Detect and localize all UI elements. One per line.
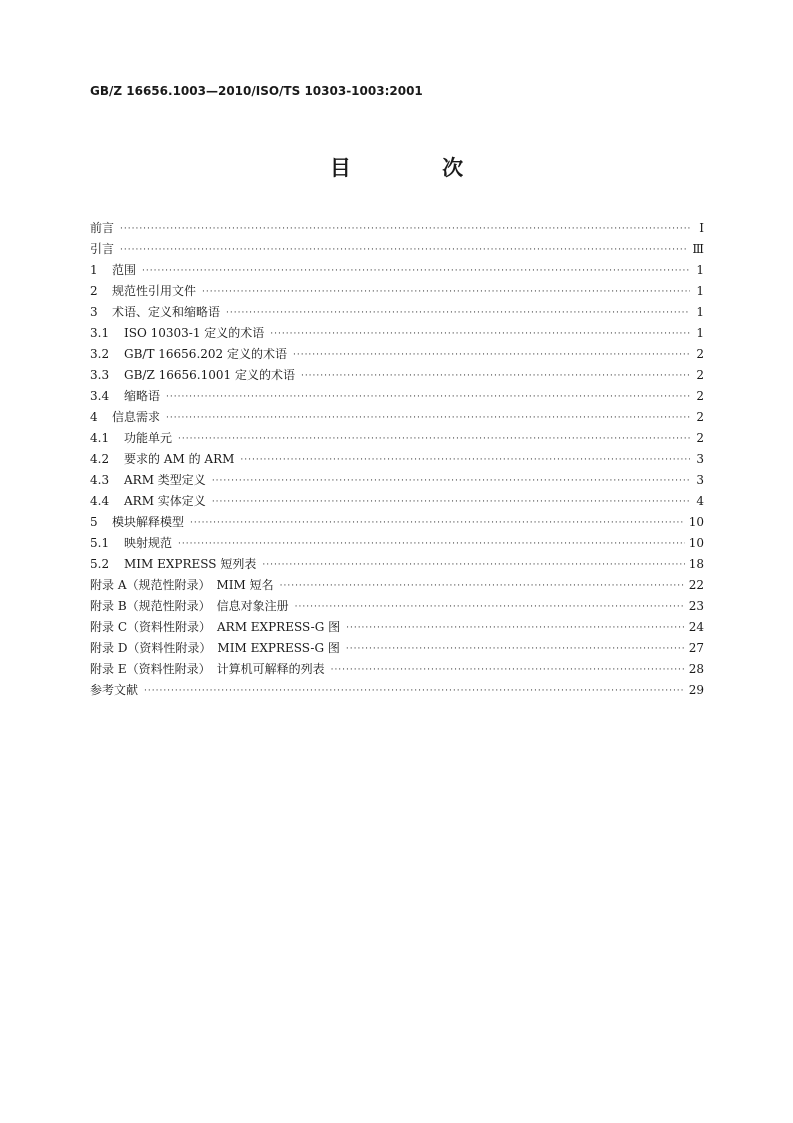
toc-entry-number: 1	[90, 263, 98, 277]
toc-entry-page: 2	[696, 347, 704, 361]
toc-entry[interactable]	[90, 302, 704, 323]
toc-entry-page: 23	[688, 599, 704, 613]
toc-entry-page: 28	[688, 662, 704, 676]
toc-dot-leader	[262, 555, 684, 576]
page-title: 目 次	[329, 156, 506, 180]
toc-entry-label: 附录 C（资料性附录） ARM EXPRESS-G 图	[90, 620, 341, 634]
toc-entry-label: GB/T 16656.202 定义的术语	[124, 347, 287, 361]
toc-entry[interactable]	[90, 260, 704, 281]
toc-dot-leader	[270, 324, 690, 345]
toc-entry[interactable]	[90, 491, 704, 512]
toc-entry-number: 3.2	[90, 347, 110, 361]
toc-entry-number: 3.3	[90, 368, 110, 382]
toc-entry-label: 参考文献	[90, 683, 139, 697]
toc-entry-page: 24	[688, 620, 704, 634]
toc-entry[interactable]	[90, 512, 704, 533]
toc-entry[interactable]	[90, 470, 704, 491]
toc-entry-number: 2	[90, 284, 98, 298]
toc-entry[interactable]	[90, 449, 704, 470]
toc-entry-page: 22	[688, 578, 704, 592]
toc-entry-page: 10	[688, 536, 704, 550]
toc-entry-label: 前言	[90, 221, 115, 235]
toc-entry-page: 1	[696, 284, 704, 298]
toc-dot-leader	[120, 219, 690, 240]
toc-entry-page: 3	[696, 452, 704, 466]
toc-entry-label: 模块解释模型	[112, 515, 185, 529]
toc-entry-label: 功能单元	[124, 431, 173, 445]
toc-dot-leader	[293, 345, 690, 366]
toc-entry[interactable]	[90, 575, 704, 596]
toc-dot-leader	[166, 408, 690, 429]
toc-entry-label: 映射规范	[124, 536, 173, 550]
toc-entry-label: GB/Z 16656.1001 定义的术语	[124, 368, 295, 382]
toc-entry-label: ISO 10303-1 定义的术语	[124, 326, 265, 340]
toc-entry-number: 4	[90, 410, 98, 424]
toc-entry-label: ARM 实体定义	[124, 494, 206, 508]
toc-entry-page: 1	[696, 305, 704, 319]
toc-dot-leader	[346, 639, 685, 660]
toc-entry-page: Ⅰ	[699, 221, 704, 235]
toc-dot-leader	[178, 534, 685, 555]
toc-dot-leader	[142, 261, 690, 282]
toc-entry-label: 信息需求	[112, 410, 161, 424]
toc-dot-leader	[240, 450, 690, 471]
toc-entry-label: 引言	[90, 242, 115, 256]
toc-entry-page: 1	[696, 263, 704, 277]
toc-dot-leader	[295, 597, 685, 618]
toc-entry-page: 2	[696, 410, 704, 424]
toc-dot-leader	[202, 282, 690, 303]
toc-entry[interactable]	[90, 680, 704, 701]
toc-dot-leader	[144, 681, 685, 702]
toc-entry[interactable]	[90, 386, 704, 407]
toc-entry-page: 18	[688, 557, 704, 571]
toc-entry-page: 2	[696, 431, 704, 445]
toc-dot-leader	[120, 240, 688, 261]
toc-entry-label: 附录 E（资料性附录） 计算机可解释的列表	[90, 662, 325, 676]
toc-entry-page: 27	[688, 641, 704, 655]
toc-entry[interactable]	[90, 428, 704, 449]
toc-entry[interactable]	[90, 281, 704, 302]
toc-entry-label: ARM 类型定义	[124, 473, 206, 487]
toc-entry[interactable]	[90, 407, 704, 428]
toc-dot-leader	[212, 471, 690, 492]
toc-entry-page: 1	[696, 326, 704, 340]
toc-entry-number: 5.2	[90, 557, 110, 571]
toc-entry-number: 4.4	[90, 494, 110, 508]
toc-entry-label: MIM EXPRESS 短列表	[124, 557, 257, 571]
toc-entry-label: 附录 B（规范性附录） 信息对象注册	[90, 599, 289, 613]
toc-entry-number: 5	[90, 515, 98, 529]
toc-entry[interactable]	[90, 239, 704, 260]
toc-dot-leader	[190, 513, 685, 534]
toc-entry-label: 术语、定义和缩略语	[112, 305, 221, 319]
toc-entry[interactable]	[90, 365, 704, 386]
toc-entry-number: 4.1	[90, 431, 110, 445]
toc-entry-number: 5.1	[90, 536, 110, 550]
toc-entry-label: 缩略语	[124, 389, 161, 403]
standard-code: GB/Z 16656.1003—2010/ISO/TS 10303-1003:2001	[90, 84, 423, 98]
toc-entry-label: 附录 A（规范性附录） MIM 短名	[90, 578, 274, 592]
table-of-contents	[90, 218, 704, 701]
toc-entry-page: 2	[696, 389, 704, 403]
toc-entry-label: 范围	[112, 263, 137, 277]
toc-entry-page: 3	[696, 473, 704, 487]
toc-dot-leader	[280, 576, 685, 597]
toc-entry-number: 3	[90, 305, 98, 319]
toc-entry-label: 要求的 AM 的 ARM	[124, 452, 235, 466]
toc-dot-leader	[301, 366, 690, 387]
toc-entry[interactable]	[90, 659, 704, 680]
toc-entry-page: 2	[696, 368, 704, 382]
toc-entry-number: 3.1	[90, 326, 110, 340]
toc-entry[interactable]	[90, 533, 704, 554]
toc-entry[interactable]	[90, 218, 704, 239]
toc-dot-leader	[166, 387, 690, 408]
toc-dot-leader	[178, 429, 690, 450]
toc-entry-page: 4	[696, 494, 704, 508]
toc-dot-leader	[346, 618, 685, 639]
toc-dot-leader	[226, 303, 690, 324]
toc-entry-page: 29	[688, 683, 704, 697]
toc-entry-number: 3.4	[90, 389, 110, 403]
toc-entry-number: 4.3	[90, 473, 110, 487]
toc-entry[interactable]	[90, 596, 704, 617]
toc-entry[interactable]	[90, 638, 704, 659]
toc-entry[interactable]	[90, 344, 704, 365]
toc-entry[interactable]	[90, 617, 704, 638]
toc-dot-leader	[212, 492, 690, 513]
toc-entry[interactable]	[90, 323, 704, 344]
toc-entry-label: 规范性引用文件	[112, 284, 197, 298]
toc-dot-leader	[331, 660, 685, 681]
toc-entry-label: 附录 D（资料性附录） MIM EXPRESS-G 图	[90, 641, 340, 655]
toc-entry[interactable]	[90, 554, 704, 575]
toc-entry-page: Ⅲ	[692, 242, 704, 256]
toc-entry-number: 4.2	[90, 452, 110, 466]
toc-entry-page: 10	[688, 515, 704, 529]
